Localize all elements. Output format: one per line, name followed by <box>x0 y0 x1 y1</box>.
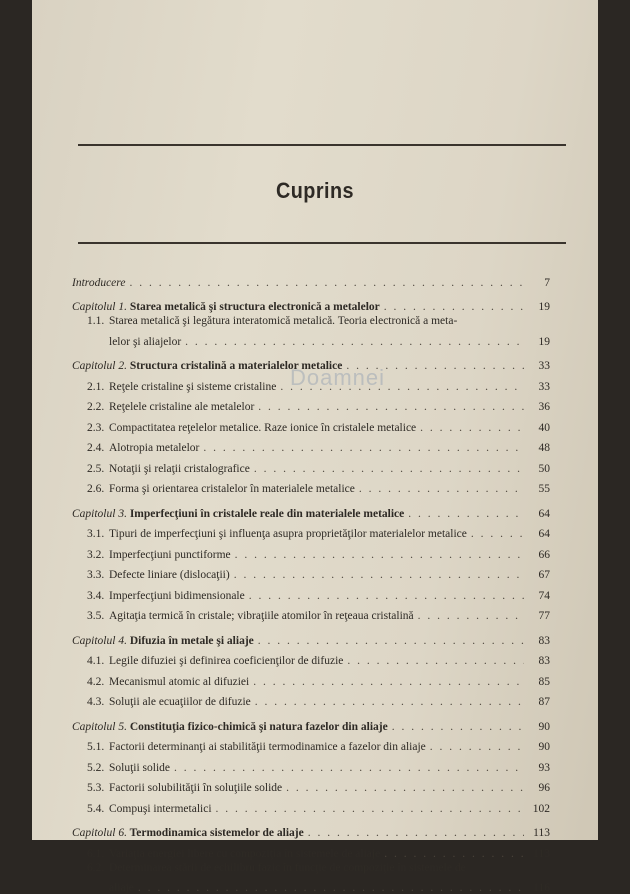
section-number: 4.2. <box>87 676 109 688</box>
leader-dots <box>138 882 524 894</box>
leader-dots <box>408 508 524 520</box>
toc-entry <box>72 372 550 393</box>
page-title: Cuprins <box>60 178 569 204</box>
toc-entry <box>72 520 550 541</box>
section-number: 4.3. <box>87 696 109 708</box>
toc-entry-label <box>72 721 388 733</box>
leader-dots <box>235 549 524 561</box>
page-number: 50 <box>528 463 550 475</box>
page-number: 7 <box>528 277 550 289</box>
section-number: 5.1. <box>87 741 109 753</box>
leader-dots <box>258 635 524 647</box>
section-number: 3.1. <box>87 528 109 540</box>
leader-dots <box>471 528 524 540</box>
toc-entry-label: Soluţii ale ecuaţiilor de difuzie <box>109 696 251 708</box>
leader-dots <box>234 569 524 581</box>
toc-entry <box>72 733 550 754</box>
section-number: 3.3. <box>87 569 109 581</box>
leader-dots <box>420 422 524 434</box>
page-number: 64 <box>528 508 550 520</box>
page-number: 33 <box>528 360 550 372</box>
toc-entry <box>72 774 550 795</box>
toc-entry <box>72 499 550 520</box>
toc-entry <box>72 626 550 647</box>
leader-dots <box>249 590 524 602</box>
toc-entry <box>72 454 550 475</box>
section-number: 3.2. <box>87 549 109 561</box>
section-number: 2.1. <box>87 381 109 393</box>
toc-entry-label: Imperfecţiuni punctiforme <box>109 549 231 561</box>
leader-dots <box>255 696 524 708</box>
page-number: 67 <box>528 569 550 581</box>
page-number: 90 <box>528 741 550 753</box>
leader-dots <box>308 827 524 839</box>
page-number: 96 <box>528 782 550 794</box>
book-page <box>32 0 598 840</box>
section-number: 2.5. <box>87 463 109 475</box>
toc-entry-label: Soluţii solide <box>109 762 170 774</box>
toc-entry-label: Notaţii şi relaţii cristalografice <box>109 463 250 475</box>
toc-entry-label: Reţelele cristaline ale metalelor <box>109 401 254 413</box>
toc-entry-label: aliaje <box>109 882 134 894</box>
toc-entry-label <box>72 301 380 313</box>
leader-dots <box>418 610 524 622</box>
toc-entry <box>72 667 550 688</box>
leader-dots <box>347 655 524 667</box>
section-number: 4.1. <box>87 655 109 667</box>
toc-entry-label: Variaţia energiei libere cu compoziţia în sistemele de aliaje <box>109 848 380 860</box>
chapter-title: Structura cristalină a materialelor metalice <box>130 360 342 372</box>
title-rule <box>78 242 566 244</box>
page-number: 74 <box>528 590 550 602</box>
chapter-number: Capitolul 3. <box>72 508 127 520</box>
toc-entry-label <box>72 827 304 839</box>
toc-entry-label: Agitaţia termică în cristale; vibraţiile atomilor în reţeaua cristalină <box>109 610 414 622</box>
page-number: 93 <box>528 762 550 774</box>
section-number: 1.1. <box>87 315 109 327</box>
page-number: 113 <box>528 848 550 860</box>
page-number: 55 <box>528 483 550 495</box>
table-of-contents <box>72 268 550 894</box>
toc-entry <box>72 647 550 668</box>
toc-entry-label: Factorii determinanţi ai stabilităţii termodinamice a fazelor din aliaje <box>109 741 426 753</box>
chapter-number: Capitolul 4. <box>72 635 127 647</box>
section-number: 6.2. <box>87 862 109 874</box>
leader-dots <box>384 848 524 860</box>
leader-dots <box>280 381 524 393</box>
toc-entry-label: Alotropia metalelor <box>109 442 199 454</box>
toc-entry <box>72 712 550 733</box>
leader-dots <box>359 483 524 495</box>
toc-entry <box>72 293 550 314</box>
toc-entry-label: Legile difuziei şi definirea coeficienţilor de difuzie <box>109 655 343 667</box>
section-number: 5.3. <box>87 782 109 794</box>
chapter-title: Difuzia în metale şi aliaje <box>130 635 254 647</box>
chapter-number: Capitolul 1. <box>72 301 127 313</box>
toc-entry-label: Introducere <box>72 277 125 289</box>
page-number: 87 <box>528 696 550 708</box>
toc-entry-label: Starea metalică şi legătura interatomică metalică. Teoria electronică a meta- <box>109 315 457 327</box>
page-number: 19 <box>528 301 550 313</box>
toc-entry <box>72 819 550 840</box>
leader-dots <box>254 463 524 475</box>
page-number: 64 <box>528 528 550 540</box>
toc-entry-label: Compactitatea reţelelor metalice. Raze ionice în cristalele metalice <box>109 422 416 434</box>
toc-entry <box>72 688 550 709</box>
toc-entry <box>72 839 550 860</box>
toc-entry <box>72 794 550 815</box>
leader-dots <box>430 741 524 753</box>
toc-entry <box>72 313 550 327</box>
leader-dots <box>384 301 524 313</box>
toc-entry-label: Determinarea stării de echilibru fazic în funcţie de compoziţie în sistemele de <box>109 862 466 874</box>
toc-entry-label <box>72 635 254 647</box>
toc-entry-label: Defecte liniare (dislocaţii) <box>109 569 230 581</box>
toc-entry-label: Compuşi intermetalici <box>109 803 212 815</box>
leader-dots <box>129 277 524 289</box>
page-number: 116 <box>528 882 550 894</box>
toc-entry-label: Tipuri de imperfecţiuni şi influenţa asupra proprietăţilor materialelor metalice <box>109 528 467 540</box>
toc-entry <box>72 753 550 774</box>
page-number: 85 <box>528 676 550 688</box>
toc-entry <box>72 352 550 373</box>
page-number: 77 <box>528 610 550 622</box>
chapter-title: Starea metalică şi structura electronică a metalelor <box>130 301 380 313</box>
toc-entry <box>72 561 550 582</box>
toc-entry <box>72 475 550 496</box>
page-number: 83 <box>528 635 550 647</box>
toc-entry <box>72 413 550 434</box>
leader-dots <box>216 803 524 815</box>
toc-entry <box>72 393 550 414</box>
section-number: 2.2. <box>87 401 109 413</box>
page-number: 102 <box>528 803 550 815</box>
toc-entry <box>72 860 550 874</box>
section-number: 6.1. <box>87 848 109 860</box>
chapter-title: Imperfecţiuni în cristalele reale din materialele metalice <box>130 508 404 520</box>
page-number: 36 <box>528 401 550 413</box>
page-number: 19 <box>528 336 550 348</box>
toc-entry-label <box>72 360 342 372</box>
page-number: 66 <box>528 549 550 561</box>
toc-entry-label: Imperfecţiuni bidimensionale <box>109 590 245 602</box>
section-number: 2.3. <box>87 422 109 434</box>
toc-entry <box>72 434 550 455</box>
section-number: 3.5. <box>87 610 109 622</box>
section-number: 2.6. <box>87 483 109 495</box>
toc-entry <box>72 327 550 348</box>
chapter-number: Capitolul 6. <box>72 827 127 839</box>
leader-dots <box>286 782 524 794</box>
chapter-title: Termodinamica sistemelor de aliaje <box>130 827 304 839</box>
chapter-number: Capitolul 5. <box>72 721 127 733</box>
section-number: 2.4. <box>87 442 109 454</box>
toc-entry <box>72 874 550 894</box>
page-number: 113 <box>528 827 550 839</box>
leader-dots <box>174 762 524 774</box>
section-number: 5.4. <box>87 803 109 815</box>
chapter-number: Capitolul 2. <box>72 360 127 372</box>
page-number: 48 <box>528 442 550 454</box>
leader-dots <box>346 360 524 372</box>
leader-dots <box>392 721 524 733</box>
watermark: Doamnei <box>290 365 385 391</box>
toc-entry-label: Reţele cristaline şi sisteme cristaline <box>109 381 276 393</box>
leader-dots <box>203 442 524 454</box>
top-rule <box>78 144 566 146</box>
toc-entry <box>72 540 550 561</box>
page-number: 33 <box>528 381 550 393</box>
chapter-title: Constituţia fizico-chimică şi natura fazelor din aliaje <box>130 721 388 733</box>
toc-entry-label: Factorii solubilităţii în soluţiile solide <box>109 782 282 794</box>
leader-dots <box>185 336 524 348</box>
toc-entry-label: Mecanismul atomic al difuziei <box>109 676 249 688</box>
page-number: 90 <box>528 721 550 733</box>
section-number: 3.4. <box>87 590 109 602</box>
page-number: 40 <box>528 422 550 434</box>
toc-entry-label <box>72 508 404 520</box>
page-number: 83 <box>528 655 550 667</box>
toc-entry-label: Forma şi orientarea cristalelor în materialele metalice <box>109 483 355 495</box>
leader-dots <box>253 676 524 688</box>
section-number: 5.2. <box>87 762 109 774</box>
leader-dots <box>258 401 524 413</box>
toc-entry <box>72 602 550 623</box>
toc-entry <box>72 268 550 289</box>
toc-entry <box>72 581 550 602</box>
toc-entry-label: lelor şi aliajelor <box>109 336 181 348</box>
